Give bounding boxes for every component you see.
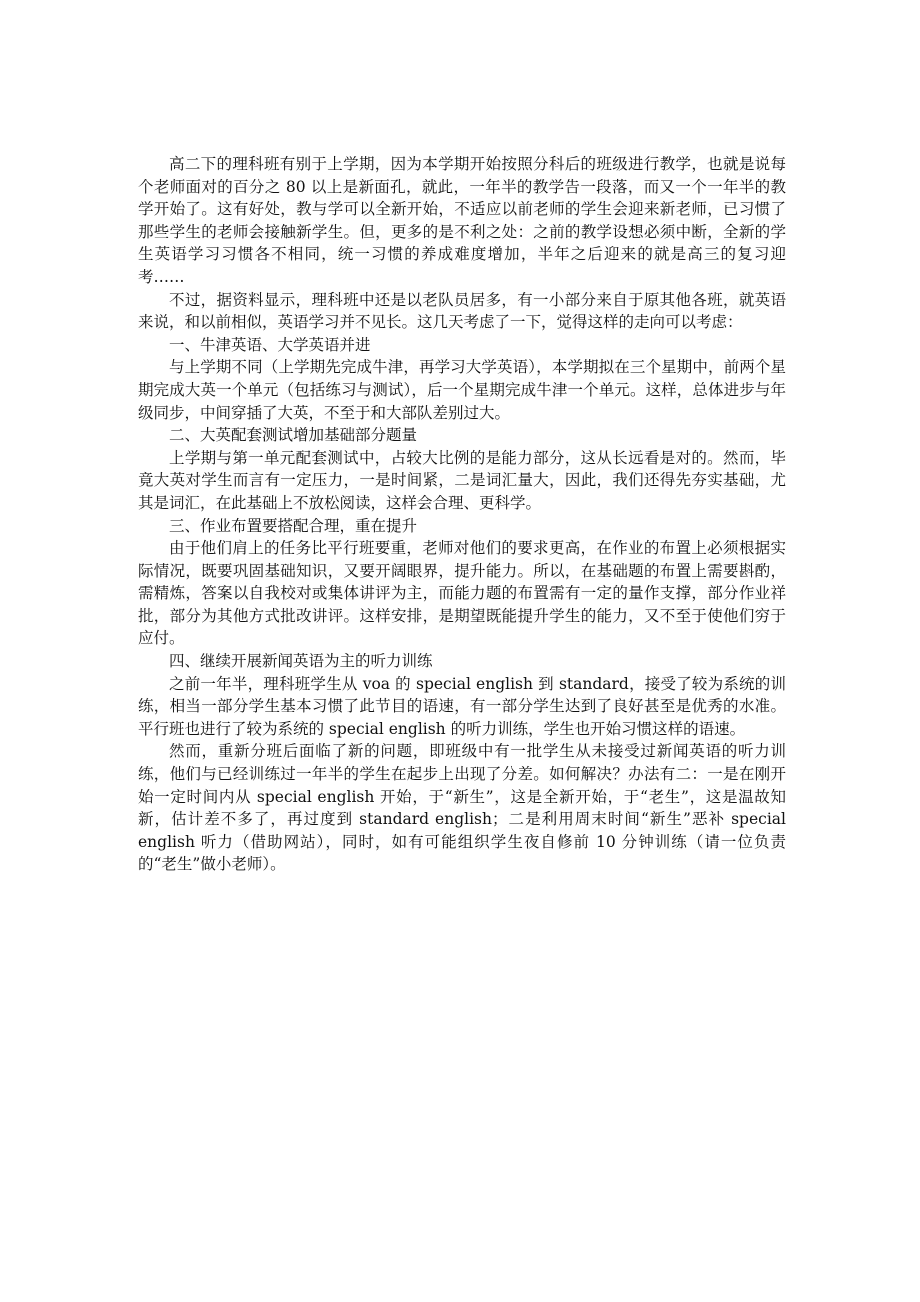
- section-body-3: 由于他们肩上的任务比平行班要重，老师对他们的要求更高，在作业的布置上必须根据实际情况，既要巩固基础知识，又要开阔眼界，提升能力。所以，在基础题的布置上需要斟酌，需精炼，答案以自我校对或集体讲评为主，而能力题的布置需有一定的量作支撑，部分作业祥批，部分为其他方式批改讲评。这样安排，是期望既能提升学生的能力，又不至于使他们穷于应付。: [138, 539, 786, 648]
- section-body-4a: 之前一年半，理科班学生从 voa 的 special english 到 standard，接受了较为系统的训练，相当一部分学生基本习惯了此节目的语速，有一部分学生达到了良好甚至是优秀的水准。平行班也进行了较为系统的 special english 的听力训练，学生也开始习惯这样的语速。: [138, 674, 786, 738]
- intro-paragraph: 高二下的理科班有别于上学期，因为本学期开始按照分科后的班级进行教学，也就是说每个老师面对的百分之 80 以上是新面孔，就此，一年半的教学告一段落，而又一个一年半的教学开始了。这有好处，教与学可以全新开始，不适应以前老师的学生会迎来新老师，已习惯了那些学生的老师会接触新学生。但，更多的是不利之处：之前的教学设想必须中断，全新的学生英语学习习惯各不相同，统一习惯的养成难度增加，半年之后迎来的就是高三的复习迎考……: [138, 155, 786, 286]
- document-body: [138, 153, 786, 876]
- section-body-1: 与上学期不同（上学期先完成牛津，再学习大学英语），本学期拟在三个星期中，前两个星期完成大英一个单元（包括练习与测试），后一个星期完成牛津一个单元。这样，总体进步与年级同步，中间穿插了大英，不至于和大部队差别过大。: [138, 358, 786, 422]
- section-heading-3: 三、作业布置要搭配合理，重在提升: [169, 516, 418, 535]
- section-body-2: 上学期与第一单元配套测试中，占较大比例的是能力部分，这从长远看是对的。然而，毕竟大英对学生而言有一定压力，一是时间紧，二是词汇量大，因此，我们还得先夯实基础，尤其是词汇，在此基础上不放松阅读，这样会合理、更科学。: [138, 448, 786, 512]
- section-heading-4: 四、继续开展新闻英语为主的听力训练: [169, 652, 433, 671]
- section-body-4b: 然而，重新分班后面临了新的问题，即班级中有一批学生从未接受过新闻英语的听力训练，他们与已经训练过一年半的学生在起步上出现了分差。如何解决？办法有二：一是在刚开始一定时间内从 special english 开始，于“新生”，这是全新开始，于“老生”，这是温故知新，估计差不多了，再过度到 standard english；二是利用周末时间“新生”恶补 special english 听力（借助网站），同时，如有可能组织学生夜自修前 10 分钟训练（请一位负责的“老生”做小老师）。: [138, 742, 786, 874]
- context-paragraph: 不过，据资料显示，理科班中还是以老队员居多，有一小部分来自于原其他各班，就英语来说，和以前相似，英语学习并不见长。这几天考虑了一下，觉得这样的走向可以考虑：: [138, 290, 786, 332]
- section-heading-1: 一、牛津英语、大学英语并进: [169, 335, 371, 354]
- section-heading-2: 二、大英配套测试增加基础部分题量: [169, 426, 418, 445]
